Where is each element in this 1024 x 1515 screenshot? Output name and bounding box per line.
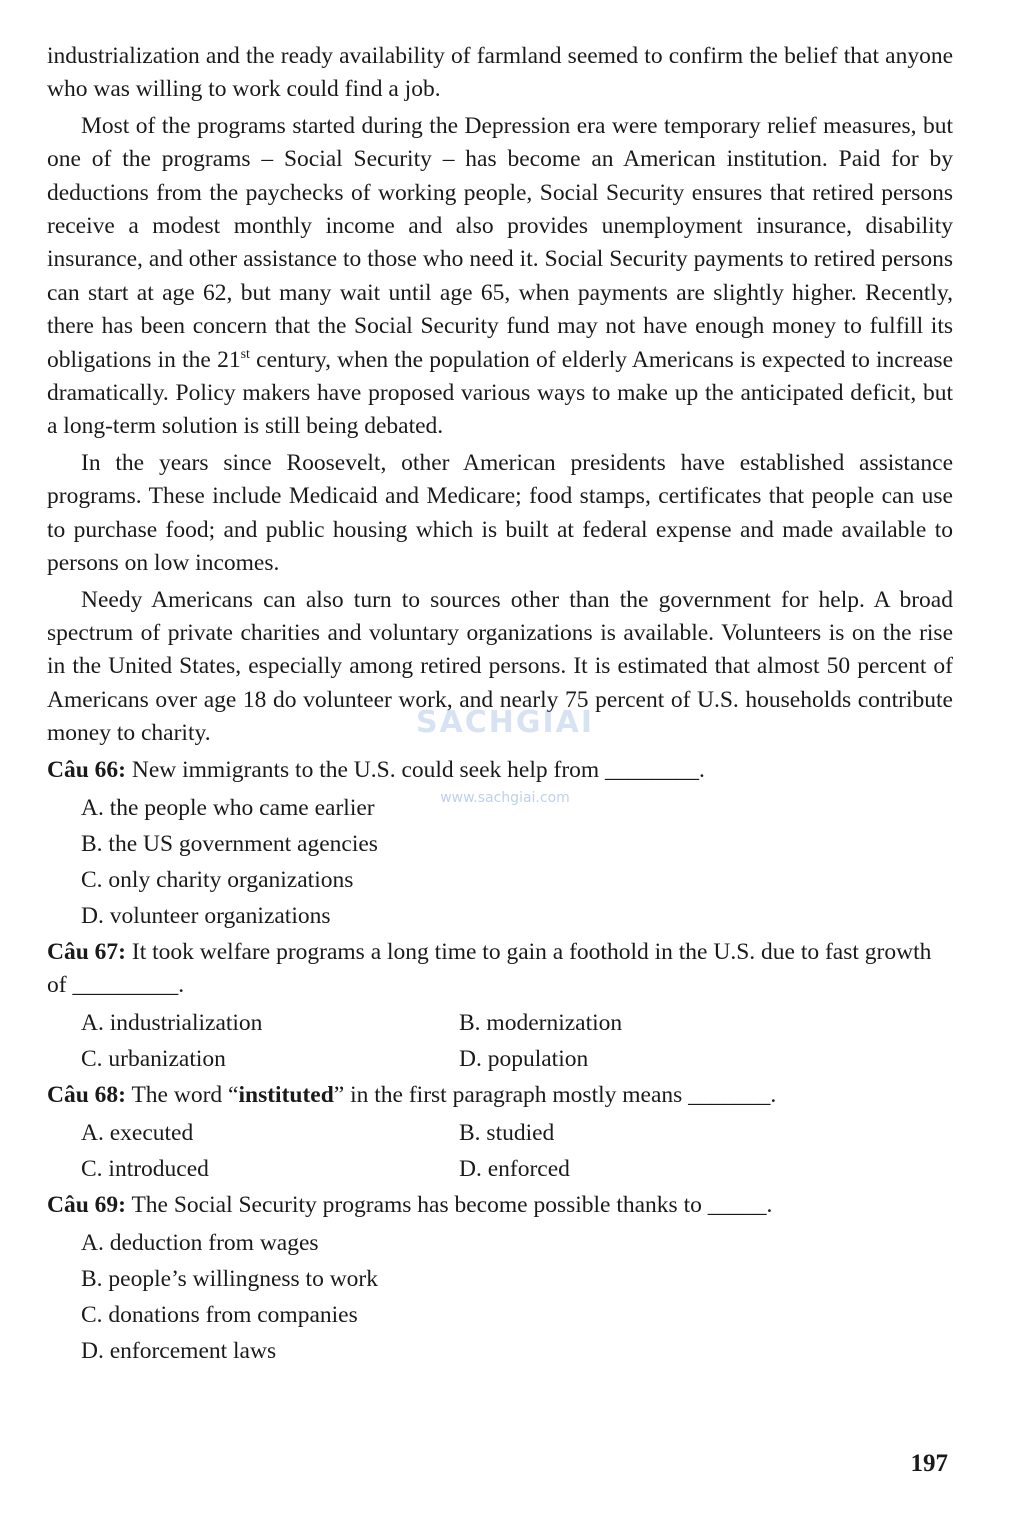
passage-paragraph-2-text: Most of the programs started during the Depression era were temporary relief measures, but one of the programs – Social Security – has become an American institution. Paid for by deductions from the paychecks of working people, Social Security ensures that retired persons receive a modest monthly income and also provides unemployment insurance, disability insurance, and other assistance to those who need it. Social Security payments to retired persons can start at age 62, but many wait until age 65, when payments are slightly higher. Recently, there has been concern that the Social Security fund may not have enough money to fulfill its obligations in the 21 xyxy=(47,112,953,373)
question-66-option-b: B. the US government agencies xyxy=(81,830,378,857)
question-66-option-d: D. volunteer organizations xyxy=(81,902,331,929)
question-66-text: New immigrants to the U.S. could seek help from ________. xyxy=(126,756,705,783)
question-66-option-c: C. only charity organizations xyxy=(81,866,354,893)
question-68-option-d: D. enforced xyxy=(459,1155,570,1182)
passage-paragraph-4: Needy Americans can also turn to sources other than the government for help. A broad spectrum of private charities and voluntary organizations is available. Volunteers is on the rise in the United States, especially among retired persons. It is estimated that almost 50 percent of Americans over age 18 do volunteer work, and nearly 75 percent of U.S. households contribute money to charity. xyxy=(47,586,953,747)
question-68-option-b: B. studied xyxy=(459,1119,555,1146)
question-67-option-d: D. population xyxy=(459,1045,589,1072)
question-68 xyxy=(47,1079,953,1112)
question-66 xyxy=(47,754,953,787)
question-69 xyxy=(47,1189,953,1222)
page-content xyxy=(47,40,953,1369)
question-69-option-d: D. enforcement laws xyxy=(81,1337,277,1364)
passage-paragraph-2-text-end: century, when the population of elderly Americans is expected to increase dramatically. Policy makers have proposed various ways to make up the anticipated deficit, but a long-term solution is still being debated. xyxy=(47,346,954,440)
page-number: 197 xyxy=(910,1450,948,1477)
question-67 xyxy=(47,936,953,1002)
question-67-label: Câu 67: xyxy=(47,938,126,965)
superscript-st: st xyxy=(240,346,250,362)
question-68-options-row-2 xyxy=(47,1151,953,1187)
question-68-option-c: C. introduced xyxy=(81,1155,209,1182)
passage-paragraph-1: industrialization and the ready availability of farmland seemed to confirm the belief that anyone who was willing to work could find a job. xyxy=(47,43,953,103)
question-68-keyword: instituted xyxy=(238,1081,334,1108)
question-68-text-start: The word “ xyxy=(126,1081,239,1108)
passage-paragraph-2 xyxy=(47,110,953,444)
passage-paragraph-3: In the years since Roosevelt, other American presidents have established assistance programs. These include Medicaid and Medicare; food stamps, certificates that people can use to purchase food; and public housing which is built at federal expense and made available to persons on low incomes. xyxy=(47,449,953,577)
question-69-option-c: C. donations from companies xyxy=(81,1301,358,1328)
question-69-option-b: B. people’s willingness to work xyxy=(81,1265,378,1292)
question-67-options-row-2 xyxy=(47,1041,953,1077)
question-66-label: Câu 66: xyxy=(47,756,126,783)
question-67-options-row-1 xyxy=(47,1005,953,1041)
question-69-option-a: A. deduction from wages xyxy=(81,1229,319,1256)
question-69-text: The Social Security programs has become possible thanks to _____. xyxy=(126,1191,773,1218)
watermark-logo: SACHGIAI xyxy=(415,705,595,740)
question-68-option-a: A. executed xyxy=(81,1119,194,1146)
question-68-label: Câu 68: xyxy=(47,1081,126,1108)
question-67-option-b: B. modernization xyxy=(459,1009,623,1036)
question-69-label: Câu 69: xyxy=(47,1191,126,1218)
question-67-option-c: C. urbanization xyxy=(81,1045,226,1072)
question-68-text-end: ” in the first paragraph mostly means _______. xyxy=(333,1081,777,1108)
question-68-options-row-1 xyxy=(47,1115,953,1151)
question-67-text: It took welfare programs a long time to gain a foothold in the U.S. due to fast growth of _________. xyxy=(47,938,932,998)
question-66-option-a: A. the people who came earlier xyxy=(81,794,375,821)
watermark-url: www.sachgiai.com xyxy=(440,790,570,806)
question-67-option-a: A. industrialization xyxy=(81,1009,263,1036)
